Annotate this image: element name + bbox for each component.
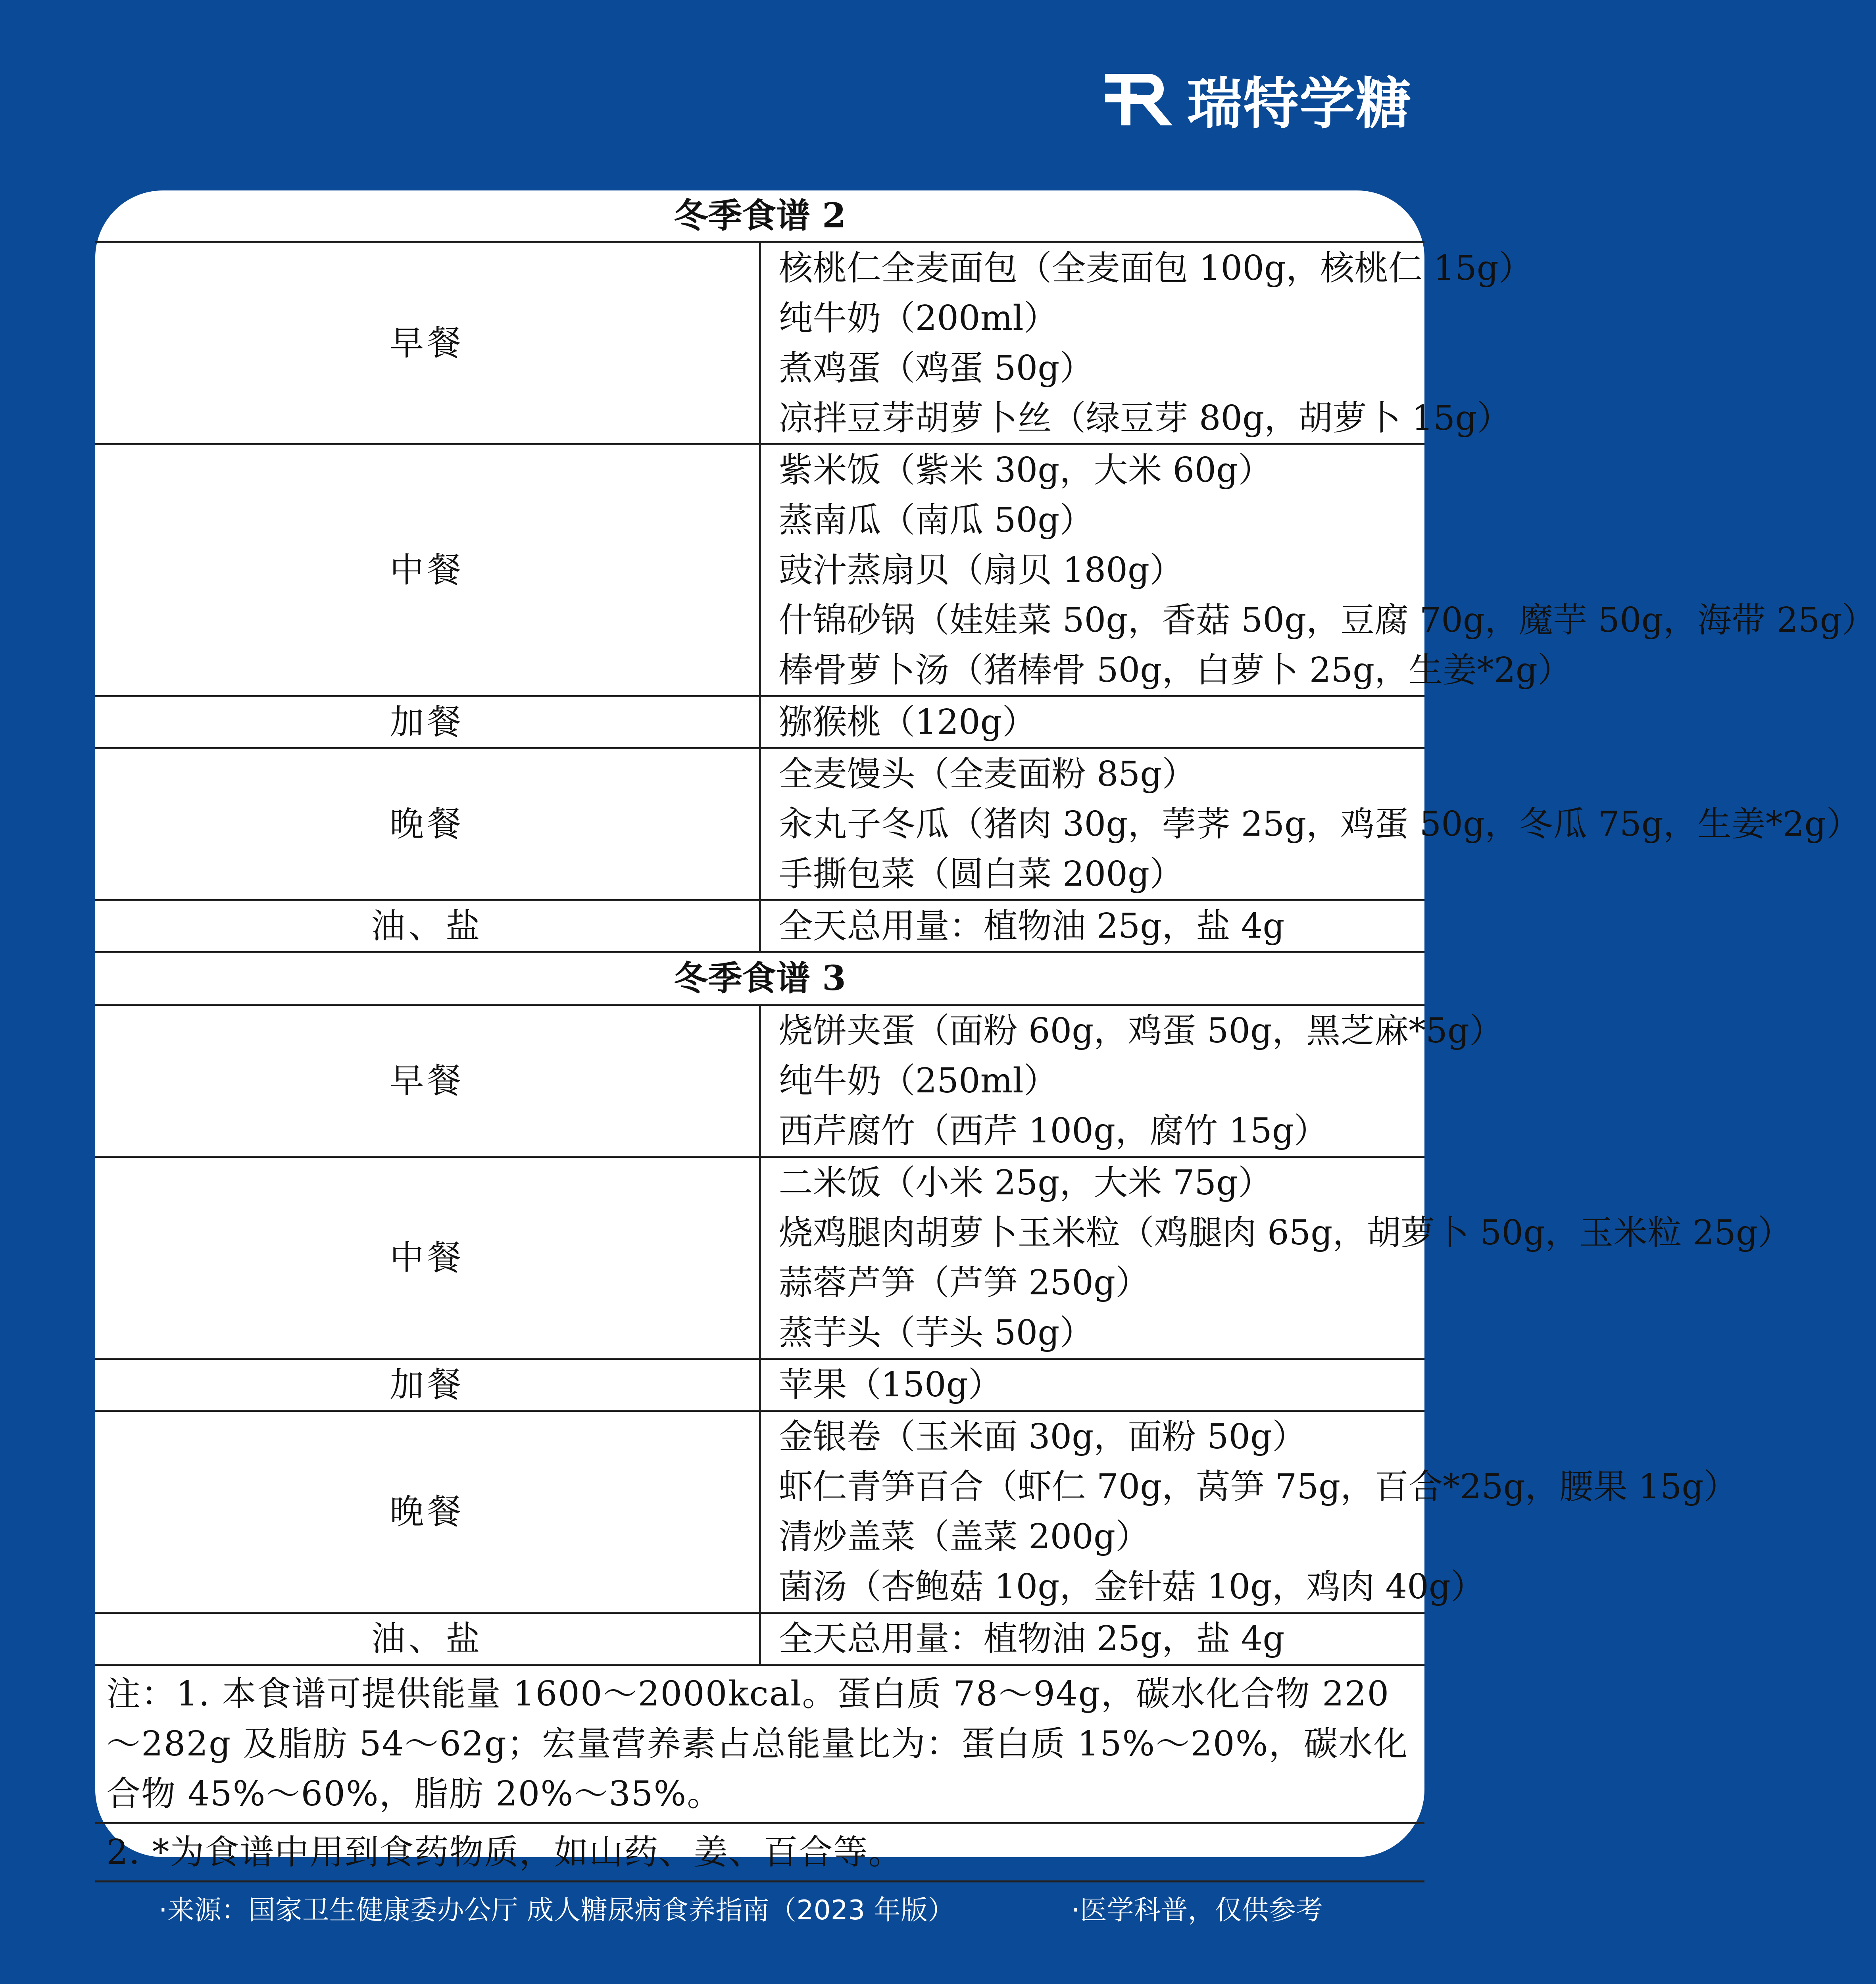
- note-text: 2. *为食谱中用到食药物质，如山药、姜、百合等。: [95, 1823, 1424, 1882]
- food-item: 清炒盖菜（盖菜 200g）: [778, 1517, 1150, 1557]
- meal-label: 油、盐: [95, 900, 760, 952]
- food-item: 全天总用量：植物油 25g，盐 4g: [778, 1619, 1285, 1659]
- meal-label: 加餐: [95, 696, 760, 748]
- meal-row-lunch: [95, 444, 1424, 696]
- food-item: 全麦馒头（全麦面粉 85g）: [778, 754, 1196, 794]
- meal-items: [760, 696, 1424, 748]
- meal-label: 油、盐: [95, 1613, 760, 1665]
- note-row: [95, 1665, 1424, 1823]
- meal-items: [760, 242, 1533, 444]
- meal-items: [760, 900, 1424, 952]
- food-item: 凉拌豆芽胡萝卜丝（绿豆芽 80g，胡萝卜 15g）: [778, 398, 1511, 438]
- meal-items: [760, 748, 1861, 900]
- food-item: 猕猴桃（120g）: [778, 702, 1036, 742]
- food-item: 核桃仁全麦面包（全麦面包 100g，核桃仁 15g）: [778, 248, 1533, 288]
- meal-row-snack: [95, 696, 1424, 748]
- recipe-title: 冬季食谱 2: [95, 190, 1424, 242]
- recipe-title-row: [95, 952, 1424, 1005]
- food-item: 全天总用量：植物油 25g，盐 4g: [778, 906, 1285, 946]
- meal-label: 早餐: [95, 1005, 760, 1157]
- meal-row-oil-salt: [95, 1613, 1424, 1665]
- food-item: 虾仁青笋百合（虾仁 70g，莴笋 75g，百合*25g，腰果 15g）: [778, 1467, 1738, 1507]
- meal-row-breakfast: [95, 1005, 1424, 1157]
- food-item: 蒸南瓜（南瓜 50g）: [778, 500, 1094, 540]
- meal-items: [760, 1359, 1424, 1411]
- meal-items: [760, 444, 1876, 696]
- meal-items: [760, 1005, 1503, 1157]
- food-item: 汆丸子冬瓜（猪肉 30g，荸荠 25g，鸡蛋 50g，冬瓜 75g，生姜*2g）: [778, 804, 1861, 844]
- brand-name: 瑞特学糖: [1186, 72, 1412, 136]
- meal-label: 早餐: [95, 242, 760, 444]
- recipe-title-row: [95, 190, 1424, 242]
- food-item: 纯牛奶（200ml）: [778, 298, 1058, 338]
- food-item: 紫米饭（紫米 30g，大米 60g）: [778, 450, 1272, 490]
- meal-label: 晚餐: [95, 748, 760, 900]
- meal-row-dinner: [95, 1411, 1424, 1613]
- meal-row-lunch: [95, 1157, 1424, 1359]
- food-item: 二米饭（小米 25g，大米 75g）: [778, 1163, 1272, 1203]
- meal-items: [760, 1157, 1792, 1359]
- footer-disclaimer: ·医学科普，仅供参考: [1071, 1895, 1323, 1926]
- food-item: 豉汁蒸扇贝（扇贝 180g）: [778, 550, 1184, 590]
- meal-row-dinner: [95, 748, 1424, 900]
- recipe-table: [95, 190, 1876, 1882]
- food-item: 棒骨萝卜汤（猪棒骨 50g，白萝卜 25g，生姜*2g）: [778, 650, 1572, 690]
- food-item: 蒸芋头（芋头 50g）: [778, 1313, 1094, 1353]
- recipe-card: [95, 190, 1876, 1872]
- note-row: [95, 1823, 1424, 1882]
- food-item: 什锦砂锅（娃娃菜 50g，香菇 50g，豆腐 70g，魔芋 50g，海带 25g）: [778, 600, 1876, 640]
- footer-source: ·来源：国家卫生健康委办公厅 成人糖尿病食养指南（2023 年版）: [159, 1895, 955, 1926]
- food-item: 烧饼夹蛋（面粉 60g，鸡蛋 50g，黑芝麻*5g）: [778, 1011, 1503, 1051]
- meal-label: 晚餐: [95, 1411, 760, 1613]
- food-item: 菌汤（杏鲍菇 10g，金针菇 10g，鸡肉 40g）: [778, 1567, 1485, 1607]
- meal-items: [760, 1613, 1424, 1665]
- recipe-title: 冬季食谱 3: [95, 952, 1424, 1005]
- meal-label: 中餐: [95, 1157, 760, 1359]
- food-item: 烧鸡腿肉胡萝卜玉米粒（鸡腿肉 65g，胡萝卜 50g，玉米粒 25g）: [778, 1213, 1792, 1253]
- rt-logo-icon: [1105, 74, 1172, 125]
- food-item: 苹果（150g）: [778, 1365, 1002, 1405]
- food-item: 蒜蓉芦笋（芦笋 250g）: [778, 1263, 1150, 1303]
- meal-row-oil-salt: [95, 900, 1424, 952]
- food-item: 煮鸡蛋（鸡蛋 50g）: [778, 348, 1094, 388]
- brand-header: [1105, 60, 1412, 139]
- meal-row-snack: [95, 1359, 1424, 1411]
- food-item: 西芹腐竹（西芹 100g，腐竹 15g）: [778, 1111, 1328, 1151]
- meal-label: 中餐: [95, 444, 760, 696]
- food-item: 金银卷（玉米面 30g，面粉 50g）: [778, 1417, 1307, 1457]
- meal-label: 加餐: [95, 1359, 760, 1411]
- note-text: 注：1. 本食谱可提供能量 1600～2000kcal。蛋白质 78～94g，碳水化合物 220～282g 及脂肪 54～62g；宏量营养素占总能量比为：蛋白质 15%～20%，碳水化合物 45%～60%，脂肪 20%～35%。: [95, 1665, 1424, 1823]
- food-item: 纯牛奶（250ml）: [778, 1061, 1058, 1101]
- meal-row-breakfast: [95, 242, 1424, 444]
- food-item: 手撕包菜（圆白菜 200g）: [778, 854, 1184, 894]
- meal-items: [760, 1411, 1738, 1613]
